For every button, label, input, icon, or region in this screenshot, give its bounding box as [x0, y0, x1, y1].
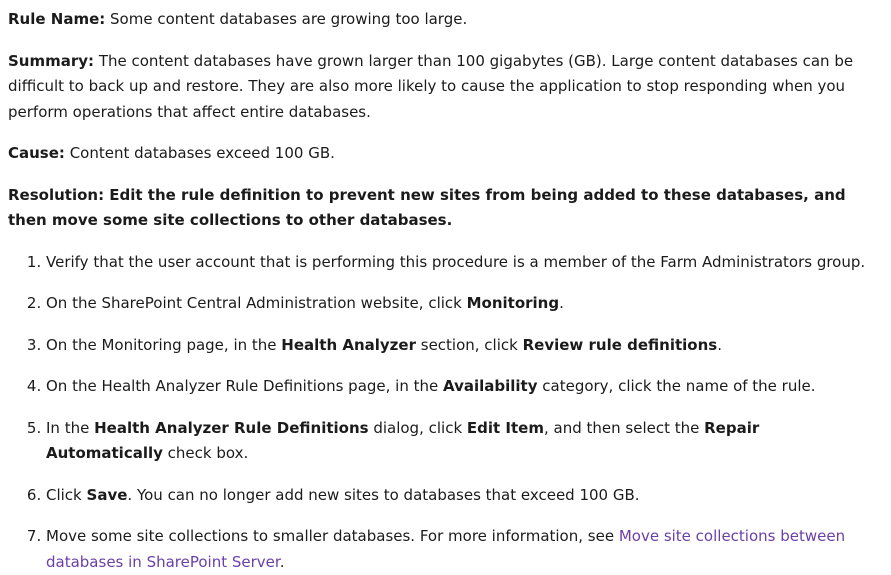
move-site-collections-link[interactable]: Move site collections between databases in SharePoint Server — [46, 527, 845, 571]
step-6-save: Save — [87, 486, 128, 504]
step-5-end: check box. — [163, 444, 248, 462]
cause-label: Cause: — [8, 144, 65, 162]
step-4-end: category, click the name of the rule. — [538, 377, 816, 395]
step-item-3 — [46, 333, 879, 359]
rule-name-text: Some content databases are growing too large. — [105, 10, 467, 28]
step-item-2 — [46, 291, 879, 317]
step-5-dialog-name: Health Analyzer Rule Definitions — [94, 419, 368, 437]
step-item-5 — [46, 416, 879, 467]
step-4-availability: Availability — [443, 377, 538, 395]
cause-text: Content databases exceed 100 GB. — [65, 144, 335, 162]
step-item-7 — [46, 524, 879, 575]
rule-name-label: Rule Name: — [8, 10, 105, 28]
step-2-monitoring: Monitoring — [467, 294, 559, 312]
step-5-repair-automatically: Repair Automatically — [46, 419, 759, 463]
step-7-end: . — [280, 553, 285, 571]
resolution-heading: Resolution: Edit the rule definition to prevent new sites from being added to these databases, and then move some site collections to other databases. — [8, 186, 846, 230]
step-item-1 — [46, 250, 879, 276]
step-3-mid: section, click — [416, 336, 523, 354]
step-6-text: Click — [46, 486, 87, 504]
step-item-6 — [46, 483, 879, 509]
step-7-text: Move some site collections to smaller databases. For more information, see — [46, 527, 619, 545]
summary-text: The content databases have grown larger than 100 gigabytes (GB). Large content databases can be difficult to back up and restore. They are also more likely to cause the application to stop responding when you perform operations that affect entire databases. — [8, 52, 853, 121]
step-2-text: On the SharePoint Central Administration website, click — [46, 294, 467, 312]
cause-paragraph — [8, 141, 879, 167]
step-3-text: On the Monitoring page, in the — [46, 336, 281, 354]
step-4-text: On the Health Analyzer Rule Definitions page, in the — [46, 377, 443, 395]
step-3-health-analyzer: Health Analyzer — [281, 336, 416, 354]
summary-label: Summary: — [8, 52, 94, 70]
rule-name-paragraph — [8, 7, 879, 33]
resolution-steps-list — [8, 250, 879, 575]
step-item-4 — [46, 374, 879, 400]
step-3-review-rule-definitions: Review rule definitions — [523, 336, 718, 354]
summary-paragraph — [8, 49, 879, 126]
step-2-end: . — [559, 294, 564, 312]
step-5-text: In the — [46, 419, 94, 437]
step-3-end: . — [717, 336, 722, 354]
step-5-mid: dialog, click — [369, 419, 467, 437]
step-5-edit-item: Edit Item — [467, 419, 544, 437]
step-5-mid2: , and then select the — [544, 419, 704, 437]
step-6-end: . You can no longer add new sites to databases that exceed 100 GB. — [127, 486, 639, 504]
step-1-text: Verify that the user account that is performing this procedure is a member of the Farm Administrators group. — [46, 253, 865, 271]
resolution-paragraph — [8, 183, 879, 234]
